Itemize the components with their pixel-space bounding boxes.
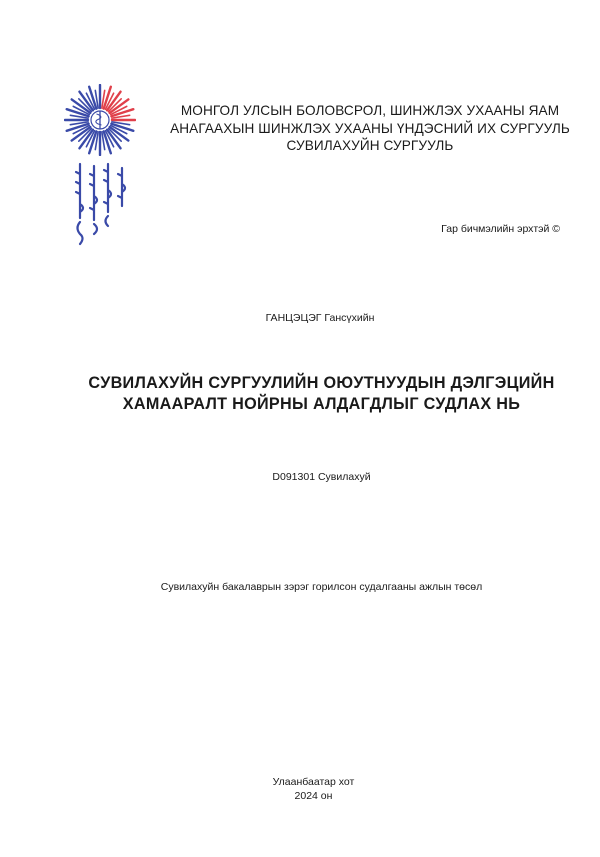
organization-header <box>150 102 590 155</box>
program-code: D091301 Сувилахуй <box>272 471 371 483</box>
place-and-year <box>0 775 600 803</box>
mongolian-script-emblem-icon <box>70 160 132 252</box>
degree-note: Сувилахуйн бакалаврын зэрэг горилсон судалгааны ажлын төсөл <box>160 581 483 593</box>
university-logo-icon <box>64 84 136 156</box>
year: 2024 он <box>294 790 333 802</box>
university-name: АНАГААХЫН ШИНЖЛЭХ УХААНЫ ҮНДЭСНИЙ ИХ СУРГУУЛЬ <box>170 120 570 136</box>
school-name: СУВИЛАХУЙН СУРГУУЛЬ <box>286 138 454 153</box>
ministry-name: МОНГОЛ УЛСЫН БОЛОВСРОЛ, ШИНЖЛЭХ УХААНЫ ЯАМ <box>180 103 560 118</box>
thesis-title-line-1: СУВИЛАХУЙН СУРГУУЛИЙН ОЮУТНУУДЫН ДЭЛГЭЦИЙН <box>88 374 555 392</box>
author-name: ГАНЦЭЦЭГ Гансүхийн <box>265 312 375 324</box>
city: Улаанбаатар хот <box>272 776 355 788</box>
thesis-title <box>80 373 563 415</box>
copyright-note: Гар бичмэлийн эрхтэй © <box>441 223 560 235</box>
thesis-title-line-2: ХАМААРАЛТ НОЙРНЫ АЛДАГДЛЫГ СУДЛАХ НЬ <box>122 395 521 413</box>
